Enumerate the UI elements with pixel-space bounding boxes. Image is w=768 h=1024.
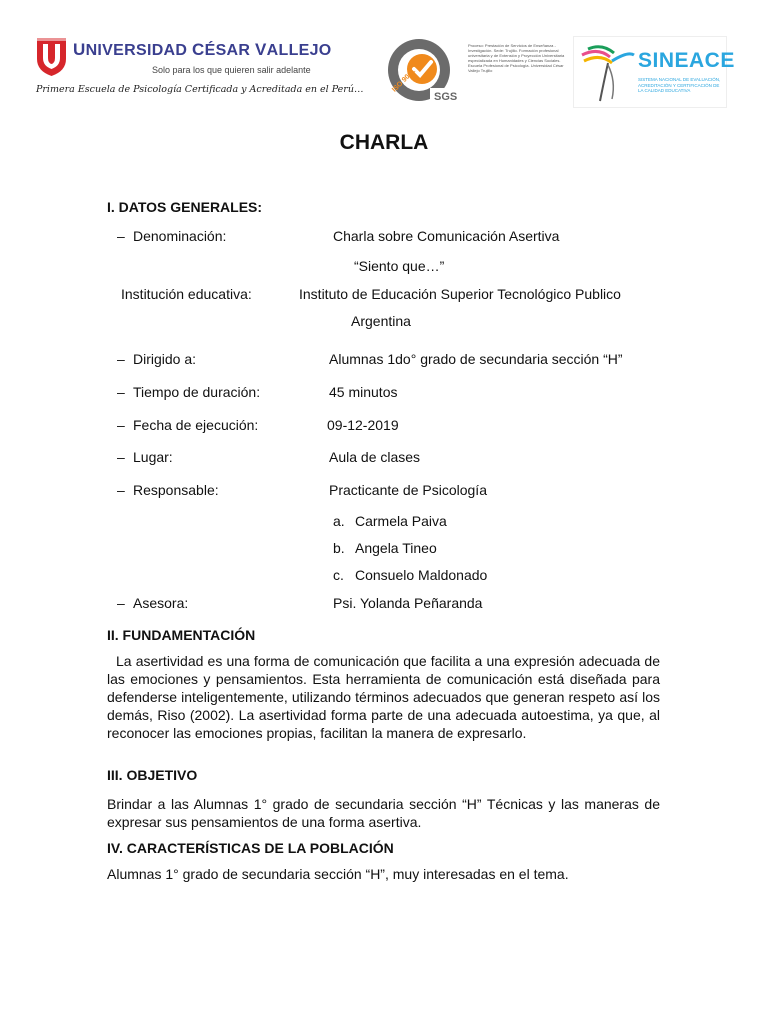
denominacion-value-line2: “Siento que…” <box>354 258 445 274</box>
bullet-dash: – <box>117 417 125 433</box>
tiempo-label: Tiempo de duración: <box>133 384 261 400</box>
section-1-heading: I. DATOS GENERALES: <box>107 199 263 215</box>
ucv-logo <box>33 30 332 86</box>
sineace-bird-icon <box>578 41 636 103</box>
page-title: CHARLA <box>339 131 429 154</box>
responsable-value: Practicante de Psicología <box>329 482 487 498</box>
poblacion-text: Alumnas 1° grado de secundaria sección “H”, muy interesadas en el tema. <box>107 866 569 882</box>
dirigido-value: Alumnas 1do° grado de secundaria sección “H” <box>329 351 623 367</box>
sineace-subtitle: SISTEMA NACIONAL DE EVALUACIÓN, ACREDITACIÓN Y CERTIFICACIÓN DE LA CALIDAD EDUCATIVA <box>638 77 721 93</box>
bullet-dash: – <box>117 482 125 498</box>
list-marker: c. <box>333 567 344 583</box>
tiempo-value: 45 minutos <box>329 384 398 400</box>
asesora-value: Psi. Yolanda Peñaranda <box>333 595 483 611</box>
sgs-seal-icon <box>386 38 466 104</box>
section-4-heading: IV. CARACTERÍSTICAS DE LA POBLACIÓN <box>107 840 394 856</box>
bullet-dash: – <box>117 449 125 465</box>
responsable-label: Responsable: <box>133 482 219 498</box>
tagline: Primera Escuela de Psicología Certificada y Acreditada en el Perú… <box>36 84 364 95</box>
bullet-dash: – <box>117 384 125 400</box>
lugar-label: Lugar: <box>133 449 173 465</box>
fundamentacion-text: La asertividad es una forma de comunicación que facilita a una expresión adecuada de las emociones y pensamientos. Esta herramienta de comunicación está diseñada para defenderse inteligentemente, utilizando términos adecuados que generan respeto así los demás, Riso (2002). La asertividad forma parte de una adecuada autoestima, ya que, al reconocer las emociones propias, facilitan la manera de expresarlo. <box>107 653 660 741</box>
certificate-text: Proceso: Prestación de Servicios de Enseñanza - Investigación. Sede: Trujillo. Formación profesional universitaria y de Extensión y Proyección Universitaria especializada en Humanidades y Ciencias Sociales. Escuela Profesional de Psicología. Universidad César Vallejo Trujillo <box>468 43 565 73</box>
responsable-name: Carmela Paiva <box>355 513 447 529</box>
section-2-heading: II. FUNDAMENTACIÓN <box>107 627 256 643</box>
asesora-label: Asesora: <box>133 595 189 611</box>
section-3-heading: III. OBJETIVO <box>107 767 198 783</box>
list-marker: a. <box>333 513 345 529</box>
bullet-dash: – <box>117 351 125 367</box>
responsable-name: Angela Tineo <box>355 540 437 556</box>
ucv-slogan: Solo para los que quieren salir adelante <box>152 65 311 75</box>
denominacion-label: Denominación: <box>133 228 227 244</box>
objetivo-text: Brindar a las Alumnas 1° grado de secundaria sección “H” Técnicas y las maneras de expresar sus pensamientos de una forma asertiva. <box>107 796 660 830</box>
ucv-name: UNIVERSIDAD CÉSAR VALLEJO <box>73 40 332 59</box>
bullet-dash: – <box>117 228 125 244</box>
responsable-name: Consuelo Maldonado <box>355 567 488 583</box>
lugar-value: Aula de clases <box>329 449 421 465</box>
sgs-certification-logo <box>386 38 466 104</box>
list-marker: b. <box>333 540 345 556</box>
svg-text:ISO 9001: ISO 9001 <box>391 67 417 94</box>
dirigido-label: Dirigido a: <box>133 351 197 367</box>
ucv-shield-icon <box>36 37 67 77</box>
institucion-value-line2: Argentina <box>351 313 411 329</box>
institucion-label: Institución educativa: <box>121 286 252 302</box>
institucion-value: Instituto de Educación Superior Tecnológico Publico <box>299 286 621 302</box>
sineace-name: SINEACE <box>638 49 735 72</box>
fecha-value: 09-12-2019 <box>327 417 399 433</box>
denominacion-value: Charla sobre Comunicación Asertiva <box>333 228 560 244</box>
bullet-dash: – <box>117 595 125 611</box>
svg-text:SGS: SGS <box>434 91 458 103</box>
fecha-label: Fecha de ejecución: <box>133 417 259 433</box>
sineace-logo <box>573 36 735 108</box>
